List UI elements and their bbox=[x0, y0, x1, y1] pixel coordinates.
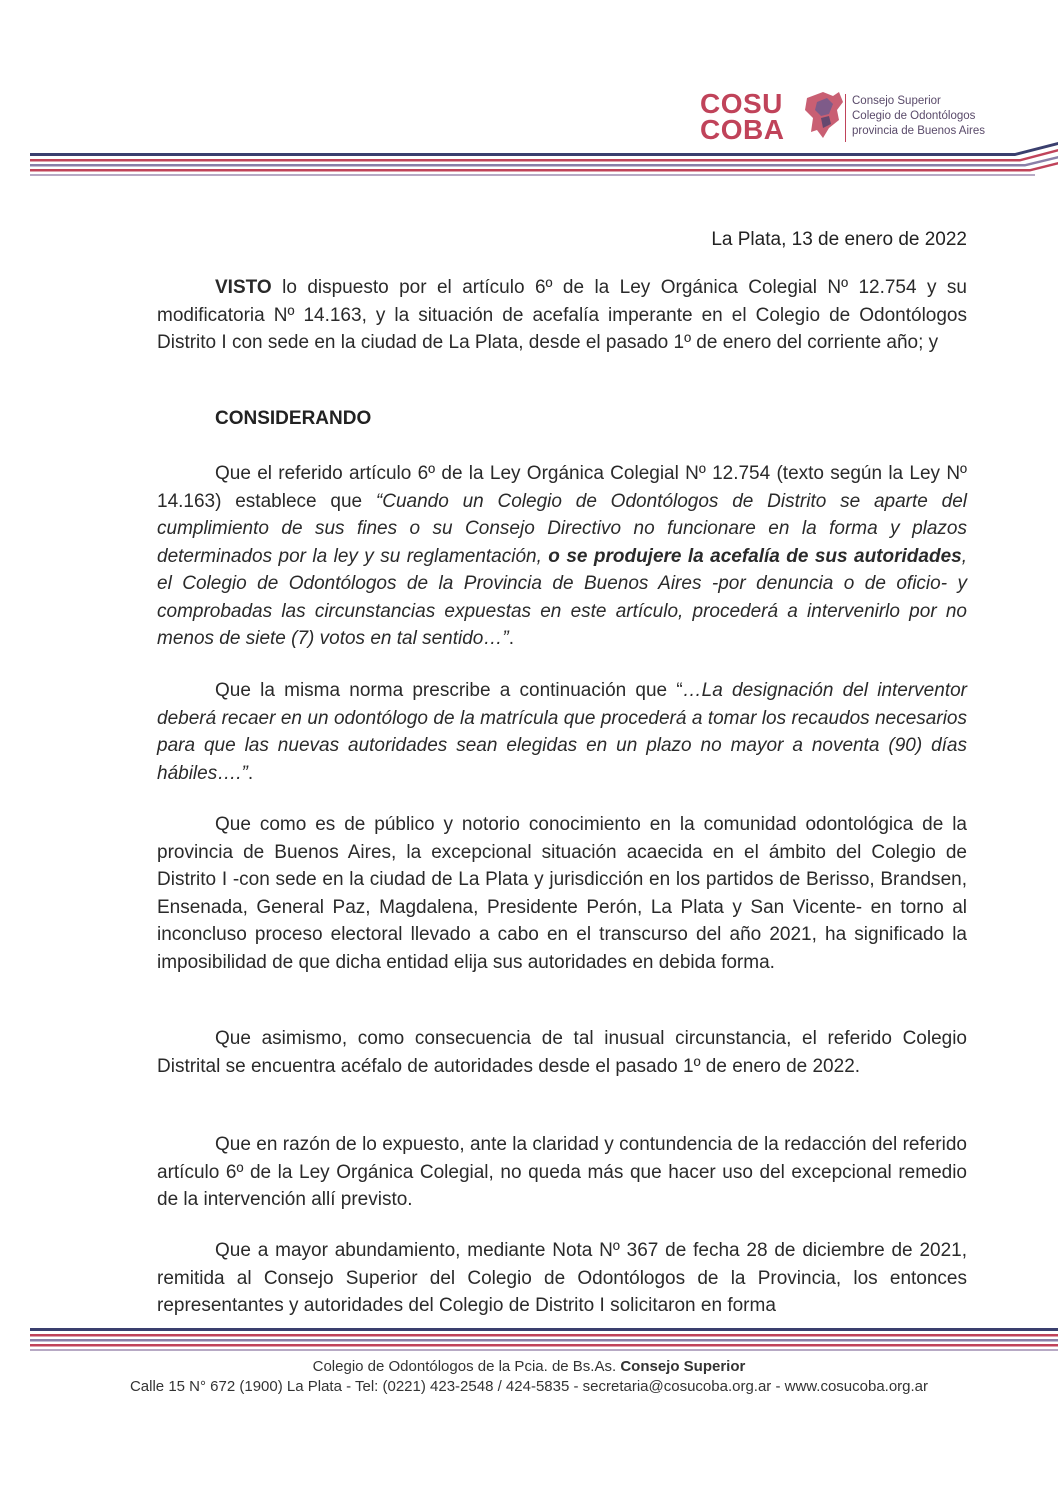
p2-quote: …La designación del interventor deberá recaer en un odontólogo de la matrícula que procederá a tomar los recaudos necesarios para que las nuevas autoridades sean elegidas en un plazo no mayor a noventa (90) días hábiles….” bbox=[157, 680, 967, 784]
logo-word-bottom: COBA bbox=[700, 114, 785, 145]
p2-pre: Que la misma norma prescribe a continuación que “ bbox=[215, 680, 683, 701]
paragraph-3 bbox=[157, 811, 967, 976]
logo-word-top: COSU bbox=[700, 88, 783, 119]
visto-keyword: VISTO bbox=[215, 277, 272, 298]
footer-institution-bold: Consejo Superior bbox=[620, 1358, 746, 1375]
footer-institution-text: Colegio de Odontólogos de la Pcia. de Bs.As. bbox=[312, 1358, 621, 1375]
logo-separator bbox=[845, 94, 846, 142]
footer-contact: Calle 15 N° 672 (1900) La Plata - Tel: (0221) 423-2548 / 424-5835 - secretaria@cosucoba.org.ar - www.cosucoba.org.ar bbox=[129, 1378, 929, 1395]
p1-pre: Que el referido artículo 6º de la Ley Orgánica Colegial Nº 12.754 (texto según la Ley Nº 14.163) establece que bbox=[157, 463, 967, 512]
paragraph-1 bbox=[157, 460, 967, 653]
cosucoba-logo bbox=[700, 86, 1010, 146]
p1-post: . bbox=[508, 628, 514, 649]
p4-text: Que asimismo, como consecuencia de tal inusual circunstancia, el referido Colegio Distrital se encuentra acéfalo de autoridades desde el pasado 1º de enero de 2022. bbox=[157, 1028, 967, 1077]
paragraph-2 bbox=[157, 677, 967, 787]
p2-post: . bbox=[247, 762, 254, 784]
paragraph-4 bbox=[157, 1025, 967, 1080]
considerando-heading: CONSIDERANDO bbox=[215, 408, 372, 429]
logo-subtitle-3: provincia de Buenos Aires bbox=[852, 125, 985, 137]
visto-text: lo dispuesto por el artículo 6º de la Ley Orgánica Colegial Nº 12.754 y su modificatoria Nº 14.163, y la situación de acefalía imperante en el Colegio de Odontólogos Distrito I con sede en la ciudad de La Plata, desde el pasado 1º de enero del corriente año; y bbox=[157, 277, 967, 353]
p6-text: Que a mayor abundamiento, mediante Nota Nº 367 de fecha 28 de diciembre de 2021, remitida al Consejo Superior del Colegio de Odontólogos de la Provincia, los entonces representantes y autoridades del Colegio de Distrito I solicitaron en forma bbox=[157, 1240, 967, 1316]
logo-subtitle-1: Consejo Superior bbox=[852, 95, 941, 107]
province-map-icon bbox=[803, 88, 845, 140]
document-date: La Plata, 13 de enero de 2022 bbox=[711, 229, 967, 250]
paragraph-6 bbox=[157, 1237, 967, 1320]
p1-quote-bold: o se produjere la acefalía de sus autoridades bbox=[548, 545, 962, 567]
footer-institution bbox=[0, 1358, 1058, 1375]
p1-quote-1: “Cuando un Colegio de Odontólogos de Distrito se aparte del cumplimiento de sus fines o su Consejo Directivo no funcionare en la forma y plazos determinados por la ley y su reglamentación, bbox=[157, 490, 967, 567]
logo-subtitle-2: Colegio de Odontólogos bbox=[852, 110, 976, 122]
p3-text: Que como es de público y notorio conocimiento en la comunidad odontológica de la provincia de Buenos Aires, la excepcional situación acaecida en el ámbito del Colegio de Distrito I -con sede en la ciudad de La Plata y jurisdicción en los partidos de Berisso, Brandsen, Ensenada, General Paz, Magdalena, Presidente Perón, La Plata y San Vicente- en torno al inconcluso proceso electoral llevado a cabo en el transcurso del año 2021, ha significado la imposibilidad de que dicha entidad elija sus autoridades en debida forma. bbox=[157, 814, 967, 973]
p5-text: Que en razón de lo expuesto, ante la claridad y contundencia de la redacción del referido artículo 6º de la Ley Orgánica Colegial, no queda más que hacer uso del excepcional remedio de la intervención allí previsto. bbox=[157, 1134, 967, 1210]
paragraph-5 bbox=[157, 1131, 967, 1214]
visto-paragraph bbox=[157, 274, 967, 357]
p1-quote-2: , el Colegio de Odontólogos de la Provincia de Buenos Aires -por denuncia o de oficio- y comprobadas las circunstancias expuestas en este artículo, procederá a intervenirlo por no menos de siete (7) votos en tal sentido…” bbox=[157, 545, 967, 649]
header-stripes bbox=[30, 140, 1058, 180]
